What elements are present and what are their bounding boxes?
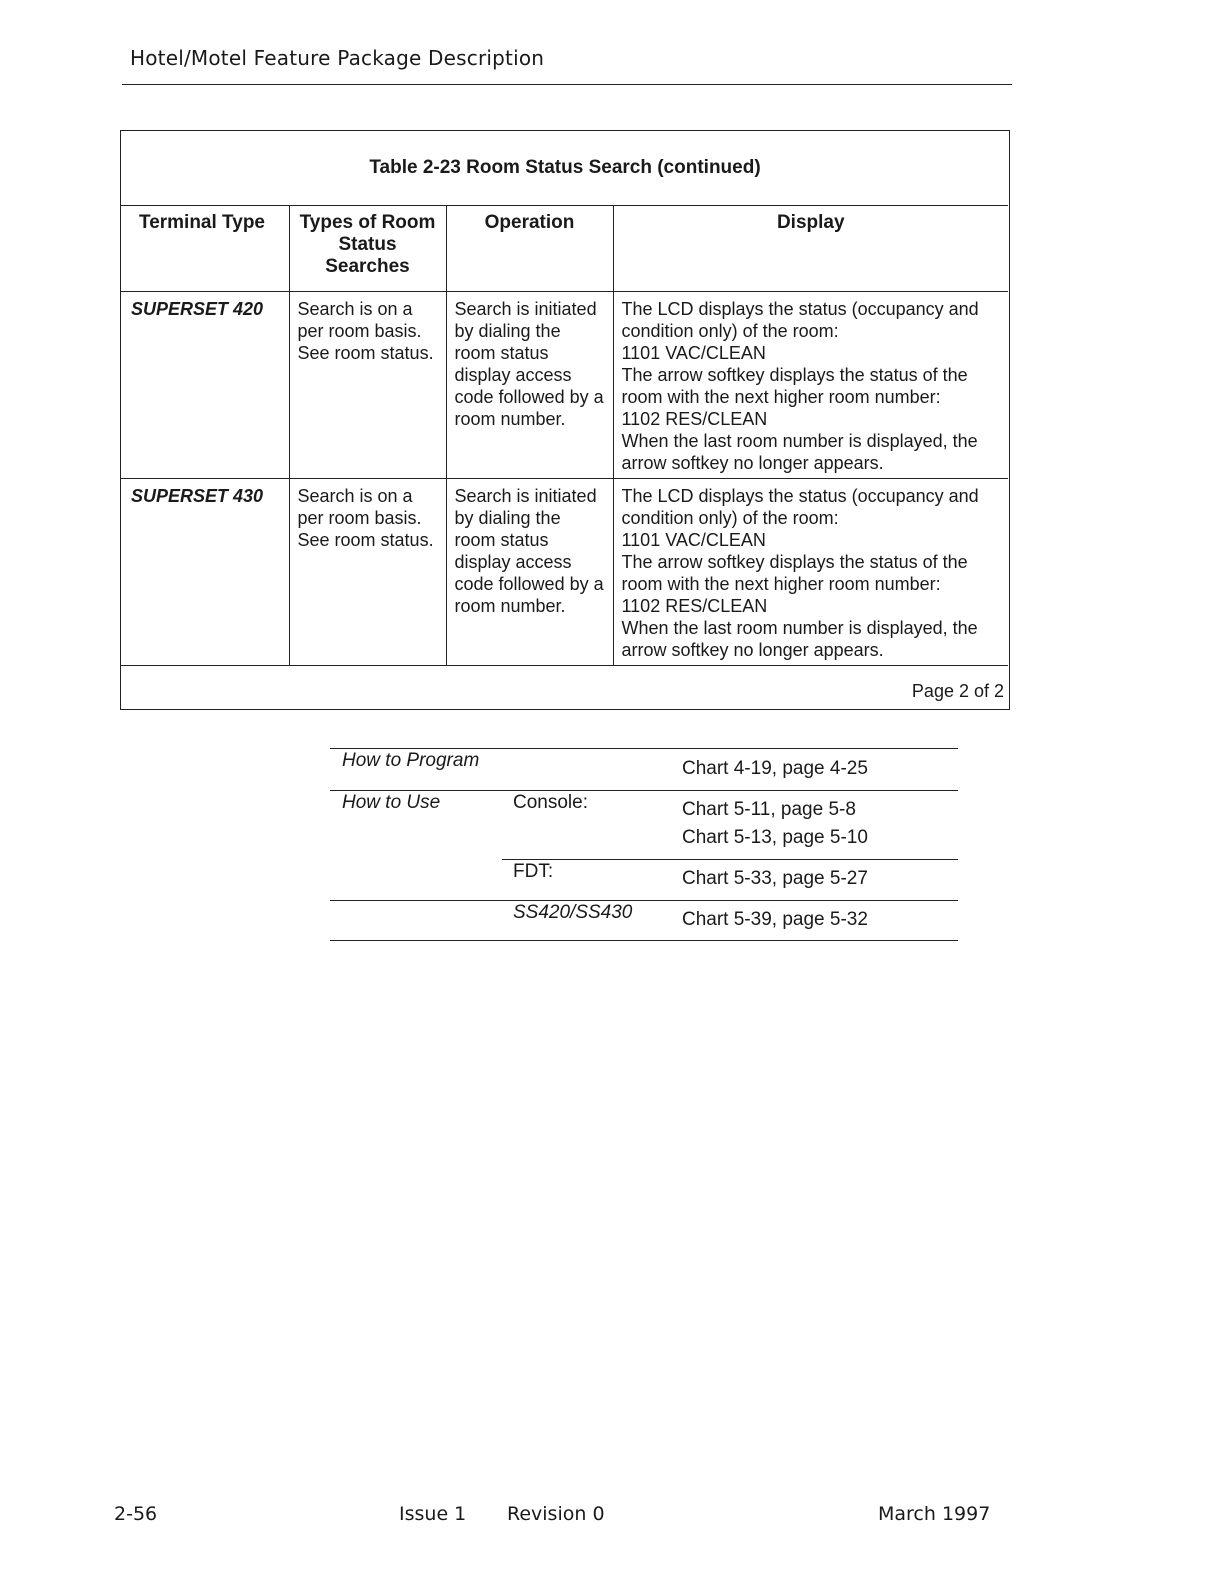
footer-date: March 1997 [878, 1503, 991, 1525]
footer-page-number: 2-56 [114, 1503, 158, 1525]
reference-rule [330, 900, 958, 901]
console-label: Console: [513, 792, 588, 813]
room-status-table [120, 130, 1010, 710]
fdt-label: FDT: [513, 861, 554, 882]
display-line: When the last room number is displayed, the arrow softkey no longer appears. [621, 618, 978, 660]
column-header-search-types: Types of Room Status Searches [289, 206, 446, 292]
display-line: The arrow softkey displays the status of the room with the next higher room number: [621, 365, 968, 407]
footer-revision: Revision 0 [507, 1503, 605, 1525]
display-line: 1101 VAC/CLEAN [621, 343, 766, 363]
superset-label: SS420/SS430 [513, 902, 633, 923]
column-header-display: Display [613, 206, 1008, 292]
page-header-title: Hotel/Motel Feature Package Description [130, 46, 545, 70]
table-header-row [121, 206, 1008, 292]
display-line: 1102 RES/CLEAN [621, 596, 768, 616]
terminal-type-cell: SUPERSET 420 [121, 292, 289, 479]
display-line: The LCD displays the status (occupancy and condition only) of the room: [621, 299, 979, 341]
column-header-operation: Operation [446, 206, 613, 292]
reference-rule [330, 790, 958, 791]
console-chart-ref: Chart 5-13, page 5-10 [682, 827, 868, 848]
header-divider [122, 84, 1012, 85]
display-line: 1101 VAC/CLEAN [621, 530, 766, 550]
column-header-terminal-type: Terminal Type [121, 206, 289, 292]
table-row [121, 292, 1008, 479]
terminal-type-cell: SUPERSET 430 [121, 479, 289, 666]
table-footer-row [121, 666, 1008, 719]
display-line: The arrow softkey displays the status of the room with the next higher room number: [621, 552, 968, 594]
search-type-cell: Search is on a per room basis. See room status. [289, 292, 446, 479]
reference-rule [502, 859, 958, 860]
room-status-grid [121, 205, 1008, 718]
display-cell [613, 292, 1008, 479]
operation-cell: Search is initiated by dialing the room status display access code followed by a room number. [446, 479, 613, 666]
table-row [121, 479, 1008, 666]
how-to-program-label: How to Program [342, 750, 480, 771]
footer-issue: Issue 1 [399, 1503, 467, 1525]
page-indicator: Page 2 of 2 [121, 666, 1008, 719]
display-line: The LCD displays the status (occupancy and condition only) of the room: [621, 486, 979, 528]
display-cell [613, 479, 1008, 666]
superset-chart-ref: Chart 5-39, page 5-32 [682, 909, 868, 930]
search-type-cell: Search is on a per room basis. See room status. [289, 479, 446, 666]
table-caption: Table 2-23 Room Status Search (continued) [369, 157, 761, 178]
display-line: When the last room number is displayed, the arrow softkey no longer appears. [621, 431, 978, 473]
how-to-use-label: How to Use [342, 792, 441, 813]
operation-cell: Search is initiated by dialing the room status display access code followed by a room number. [446, 292, 613, 479]
reference-rule [330, 748, 958, 749]
reference-rule [330, 940, 958, 941]
display-line: 1102 RES/CLEAN [621, 409, 768, 429]
program-chart-ref: Chart 4-19, page 4-25 [682, 758, 868, 779]
console-chart-ref: Chart 5-11, page 5-8 [682, 799, 856, 820]
fdt-chart-ref: Chart 5-33, page 5-27 [682, 868, 868, 889]
